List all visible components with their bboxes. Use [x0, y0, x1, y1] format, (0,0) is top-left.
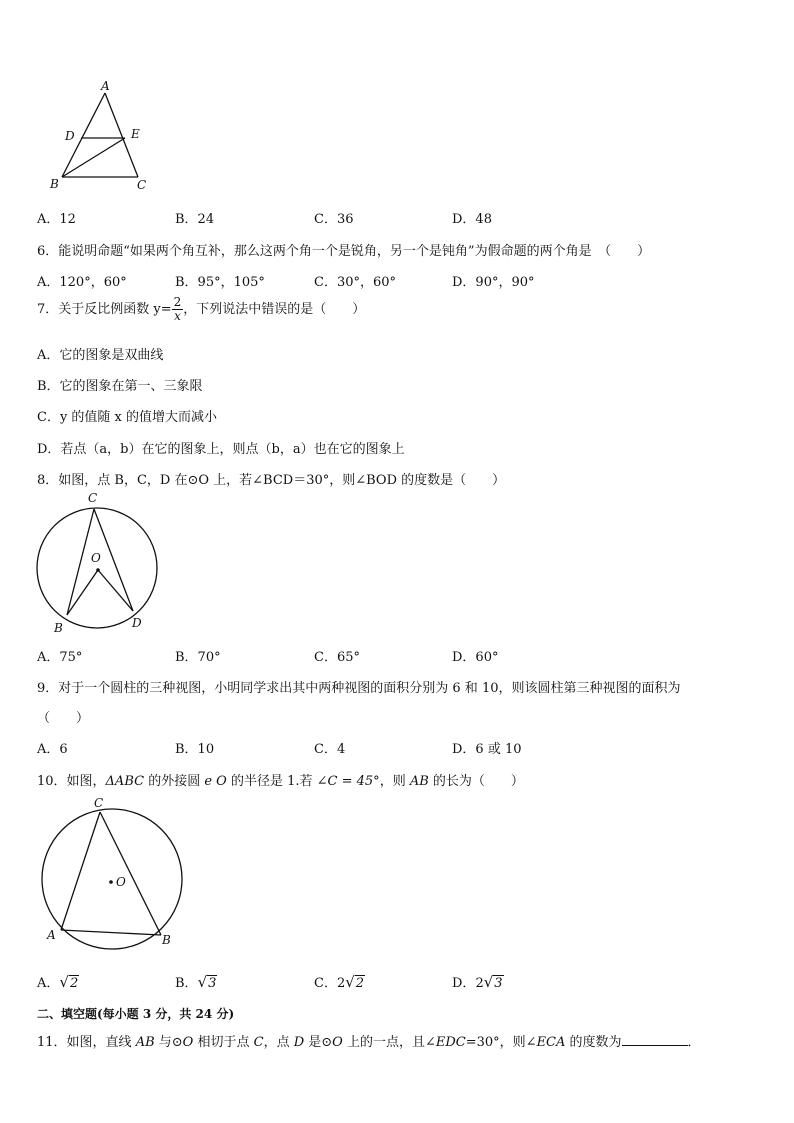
q7-stem-pre: 7．关于反比例函数 y=	[37, 302, 172, 317]
q6-option-a: A．120°，60°	[37, 275, 127, 290]
q5-option-d: D．48	[452, 212, 492, 227]
label-B: B	[54, 621, 63, 635]
q10-stem	[37, 770, 524, 789]
q9-option-d: D．6 或 10	[452, 742, 522, 757]
label-B: B	[162, 933, 171, 947]
q6-option-c: C．30°，60°	[314, 275, 397, 290]
q11-o: O	[182, 1035, 194, 1050]
q5-triangle-figure	[40, 78, 160, 193]
q7-stem-post: ，下列说法中错误的是（ ）	[183, 302, 366, 317]
q8-stem: 8．如图，点 B，C，D 在⊙O 上，若∠BCD＝30°，则∠BOD 的度数是（ ）	[37, 473, 506, 488]
q11-o2: O	[332, 1035, 343, 1050]
q8-option-c: C．65°	[314, 650, 360, 665]
q10-option-a	[37, 972, 79, 991]
q10-option-c	[314, 972, 365, 991]
q11-p1: 11．如图，直线	[37, 1035, 136, 1050]
q11-p8: 的度数为	[565, 1035, 622, 1050]
section2-title: 二、填空题(每小题 3 分，共 24 分)	[37, 1007, 235, 1021]
q5-option-b: B．24	[175, 212, 215, 227]
q10-circle: e O	[204, 774, 227, 789]
label-D: D	[65, 129, 75, 143]
q7-fraction	[172, 296, 184, 323]
q6-stem: 6．能说明命题“如果两个角互补，那么这两个角一个是锐角，另一个是钝角”为假命题的两个角是 （ ）	[37, 244, 651, 259]
q9-option-b: B．10	[175, 742, 215, 757]
q11-d: D	[293, 1035, 305, 1050]
q7-frac-den: x	[174, 309, 181, 323]
q7-option-b: B．它的图象在第一、三象限	[37, 379, 203, 394]
q8-option-b: B．70°	[175, 650, 221, 665]
q6-option-b: B．95°，105°	[175, 275, 265, 290]
q7-option-d: D．若点（a，b）在它的图象上，则点（b，a）也在它的图象上	[37, 442, 405, 457]
q7-option-c: C．y 的值随 x 的值增大而减小	[37, 410, 218, 425]
q11-eca: ECA	[536, 1035, 566, 1050]
q10-option-b-sqrt: √3	[197, 973, 217, 991]
q10-option-c-sqrt: 2√2	[336, 973, 365, 991]
q10-stem-p3: 的半径是 1.若	[226, 774, 317, 789]
q10-option-b	[175, 972, 217, 991]
q11-ab: AB	[135, 1035, 155, 1050]
label-B: B	[50, 177, 59, 191]
q8-circle-figure	[30, 487, 165, 637]
q11-p4: ，点	[263, 1035, 294, 1050]
label-A: A	[101, 79, 110, 93]
q10-stem-p4: ，则	[379, 774, 410, 789]
label-E: E	[131, 127, 140, 141]
q11-p6: 上的一点，且∠	[342, 1035, 436, 1050]
q8-option-d: D．60°	[452, 650, 499, 665]
q10-option-c-letter: C．	[314, 976, 337, 991]
q11-p5: 是⊙	[304, 1035, 333, 1050]
q10-option-d	[452, 972, 504, 991]
label-C: C	[137, 178, 147, 192]
label-A: A	[47, 928, 56, 942]
q11-edc: EDC	[435, 1035, 466, 1050]
q9-stem: 9．对于一个圆柱的三种视图，小明同学求出其中两种视图的面积分别为 6 和 10，则该圆柱第三种视图的面积为	[37, 681, 681, 696]
label-D: D	[132, 616, 142, 630]
q10-triangle: ΔABC	[105, 774, 145, 789]
label-O: O	[116, 875, 126, 889]
q9-stem-cont: （ ）	[37, 711, 90, 726]
q10-option-b-letter: B．	[175, 976, 198, 991]
q7-option-a: A．它的图象是双曲线	[37, 348, 164, 363]
q9-option-a: A．6	[37, 742, 68, 757]
q10-stem-p5: 的长为（ ）	[428, 774, 524, 789]
q10-option-a-sqrt: √2	[59, 973, 79, 991]
q7-frac-num: 2	[173, 295, 182, 309]
q11-stem	[37, 1031, 701, 1050]
label-C: C	[88, 491, 98, 505]
q11-p7: =30°，则∠	[465, 1035, 537, 1050]
q6-option-d: D．90°，90°	[452, 275, 535, 290]
q11-end: ．	[687, 1035, 701, 1050]
q10-segment: AB	[409, 774, 429, 789]
q11-c: C	[253, 1035, 264, 1050]
q11-p2: 与⊙	[154, 1035, 183, 1050]
q10-option-a-letter: A．	[37, 976, 60, 991]
q9-option-c: C．4	[314, 742, 346, 757]
q11-answer-blank[interactable]	[622, 1033, 688, 1046]
q11-p3: 相切于点	[193, 1035, 254, 1050]
q5-option-a: A．12	[37, 212, 76, 227]
q10-stem-p1: 10．如图，	[37, 774, 106, 789]
q7-stem	[37, 296, 365, 323]
q5-option-c: C．36	[314, 212, 354, 227]
q10-option-d-letter: D．	[452, 976, 476, 991]
label-C: C	[94, 796, 104, 810]
q10-circle-figure	[32, 792, 192, 952]
q8-option-a: A．75°	[37, 650, 83, 665]
q10-option-d-sqrt: 2√3	[475, 973, 503, 991]
q10-stem-p2: 的外接圆	[144, 774, 205, 789]
q10-angle: ∠C = 45°	[316, 774, 380, 789]
label-O: O	[91, 551, 101, 565]
